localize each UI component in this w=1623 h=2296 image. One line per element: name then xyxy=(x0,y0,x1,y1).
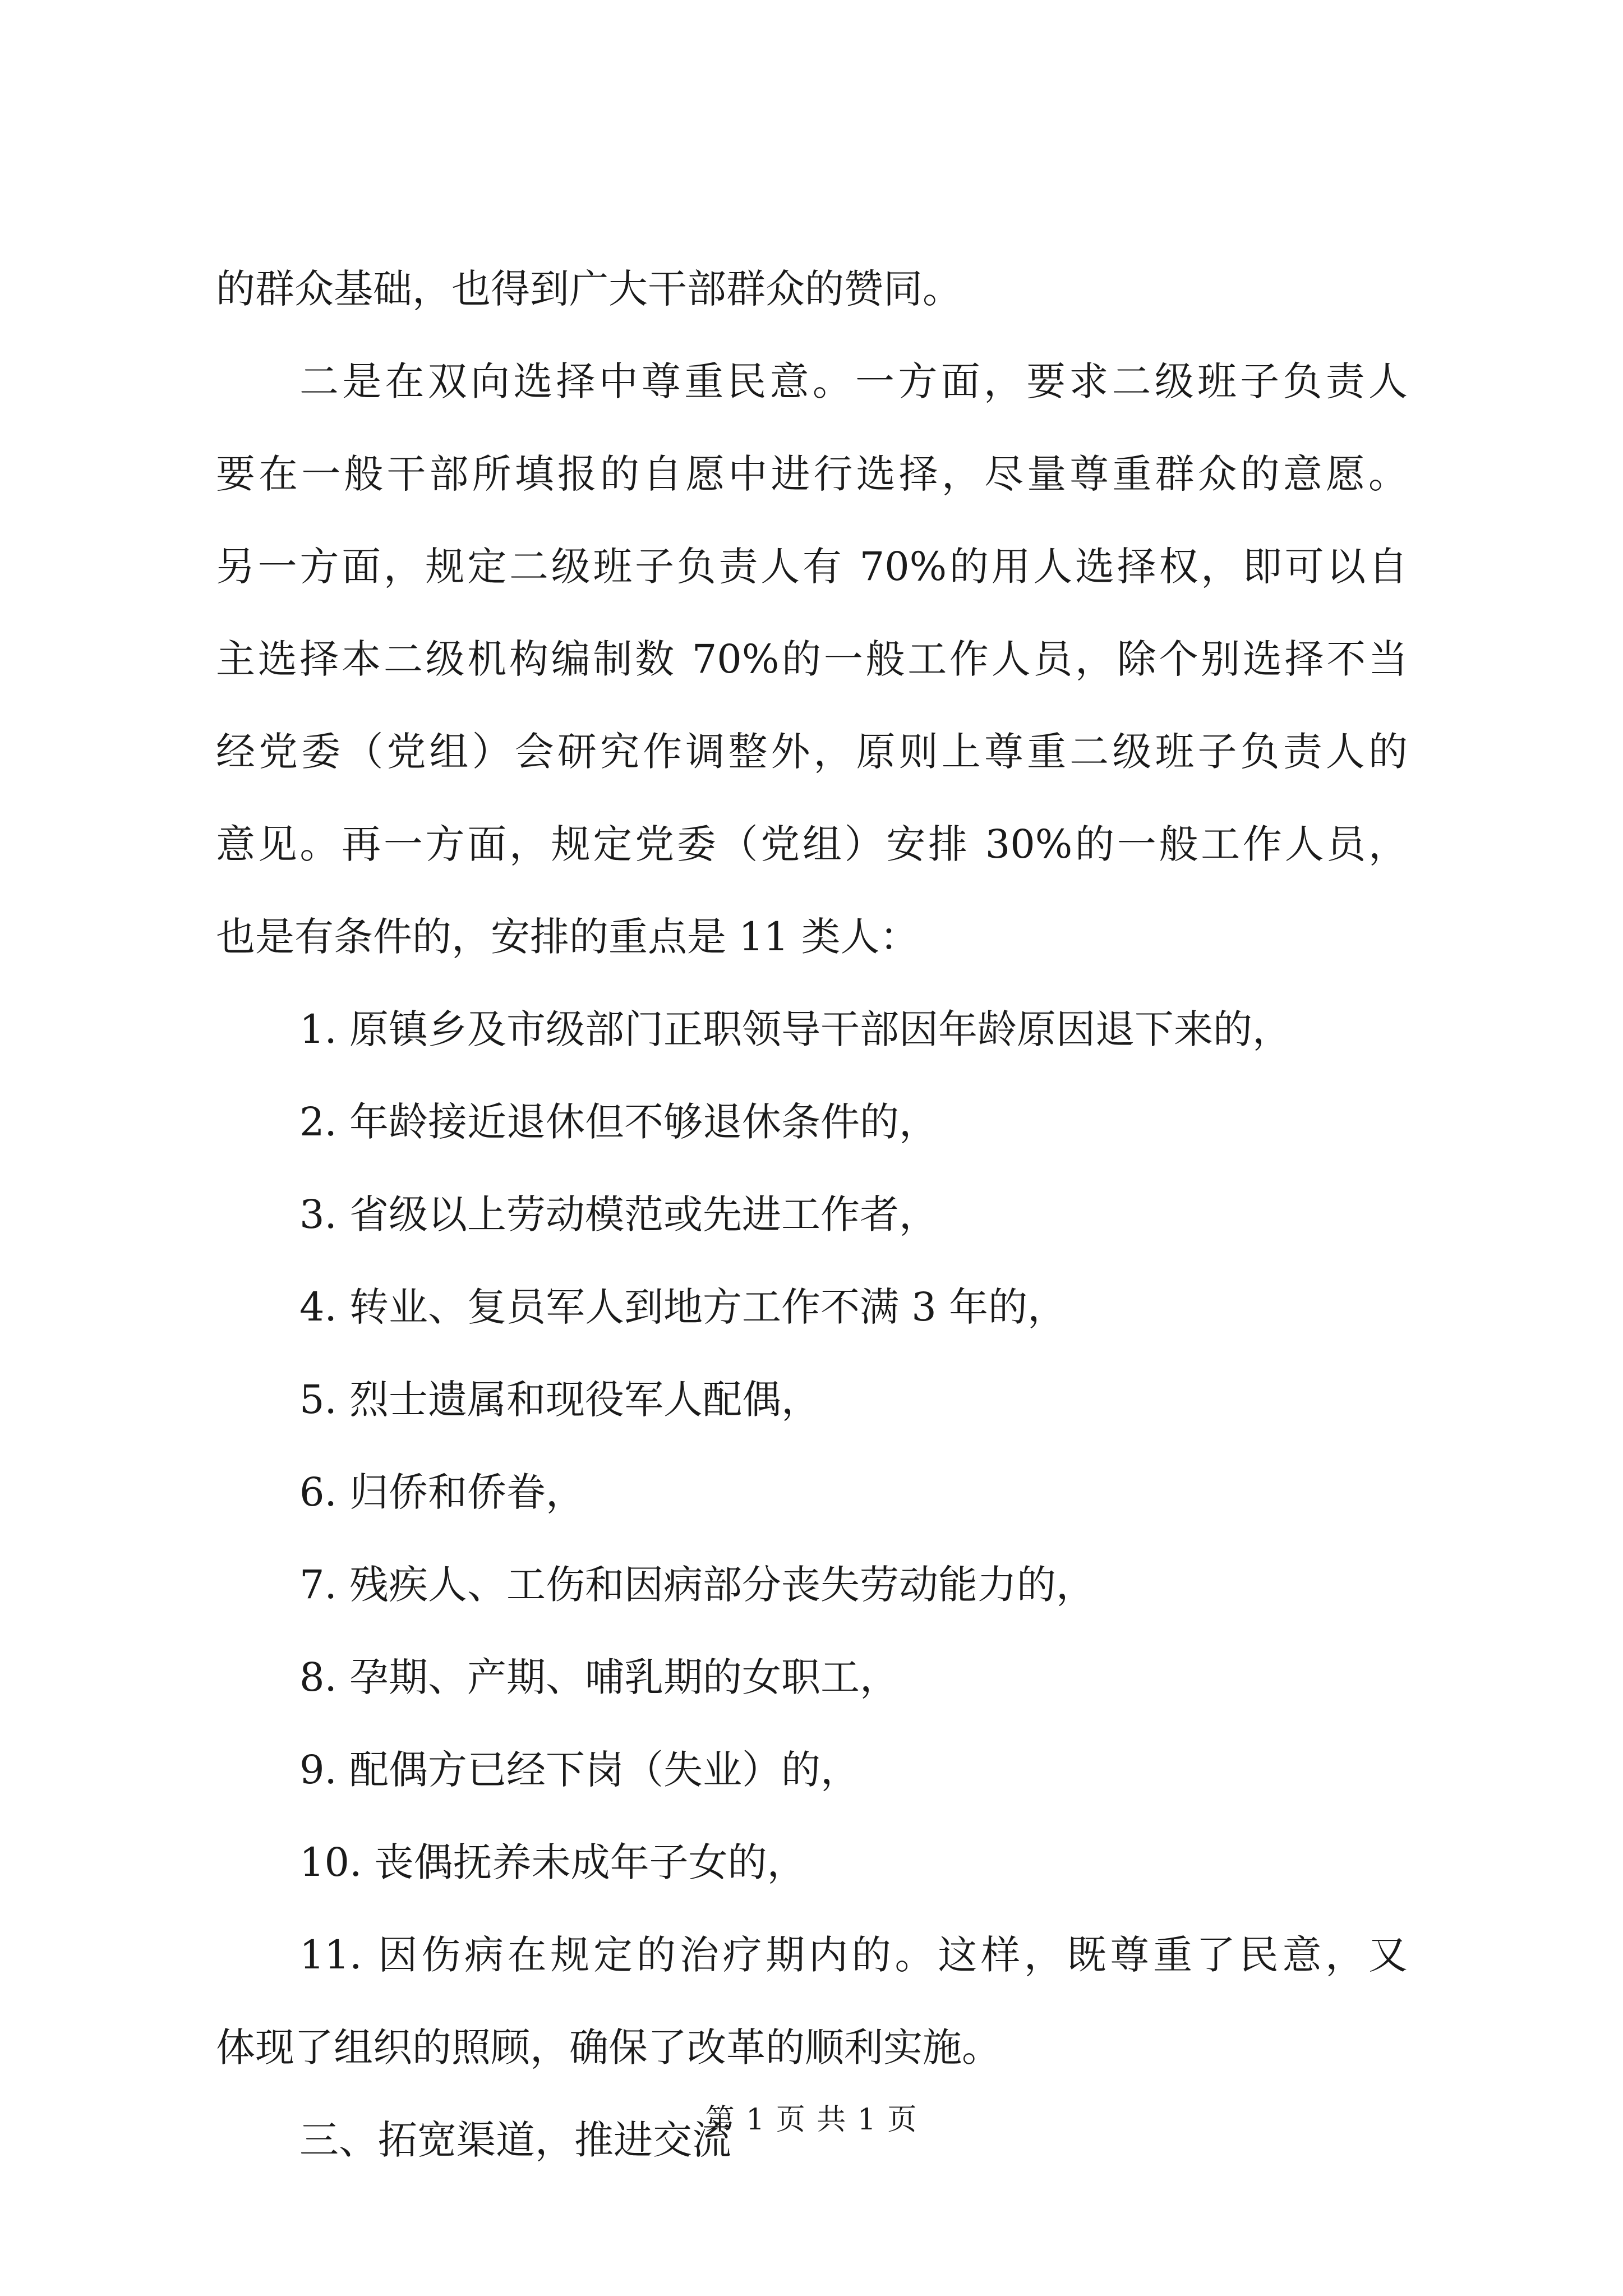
list-item: 6. 归侨和侨眷， xyxy=(299,1469,585,1515)
paragraph-line: 也是有条件的，安排的重点是 11 类人： xyxy=(216,914,919,960)
paragraph-line: 体现了组织的照顾，确保了改革的顺利实施。 xyxy=(216,2024,1001,2070)
paragraph-line: 另一方面，规定二级班子负责人有 70%的用人选择权，即可以自 xyxy=(216,544,1408,590)
list-item: 7. 残疾人、工伤和因病部分丧失劳动能力的， xyxy=(299,1562,1096,1608)
page-number-label: 第 1 页 共 1 页 xyxy=(705,2103,918,2137)
list-item: 9. 配偶方已经下岗（失业）的， xyxy=(299,1747,860,1793)
page-footer xyxy=(0,2102,1623,2138)
paragraph-line: 要在一般干部所填报的自愿中进行选择，尽量尊重群众的意愿。 xyxy=(216,451,1408,497)
list-item: 2. 年龄接近退休但不够退休条件的， xyxy=(299,1099,939,1145)
paragraph-line: 的群众基础，也得到广大干部群众的赞同。 xyxy=(216,266,962,312)
section-heading: 三、拓宽渠道，推进交流 xyxy=(299,2117,731,2163)
list-item: 11. 因伤病在规定的治疗期内的。这样，既尊重了民意，又 xyxy=(299,1932,1408,1978)
list-item: 8. 孕期、产期、哺乳期的女职工， xyxy=(299,1654,900,1700)
list-item: 1. 原镇乡及市级部门正职领导干部因年龄原因退下来的， xyxy=(299,1006,1292,1052)
list-item: 10. 丧偶抚养未成年子女的， xyxy=(299,1839,806,1885)
paragraph-line: 意见。再一方面，规定党委（党组）安排 30%的一般工作人员， xyxy=(216,821,1408,867)
paragraph-line: 主选择本二级机构编制数 70%的一般工作人员，除个别选择不当 xyxy=(216,636,1408,682)
paragraph-line: 经党委（党组）会研究作调整外，原则上尊重二级班子负责人的 xyxy=(216,729,1408,775)
list-item: 5. 烈士遗属和现役军人配偶， xyxy=(299,1377,821,1423)
paragraph-line: 二是在双向选择中尊重民意。一方面，要求二级班子负责人 xyxy=(299,358,1408,404)
list-item: 4. 转业、复员军人到地方工作不满 3 年的， xyxy=(299,1284,1067,1330)
list-item: 3. 省级以上劳动模范或先进工作者， xyxy=(299,1191,939,1237)
